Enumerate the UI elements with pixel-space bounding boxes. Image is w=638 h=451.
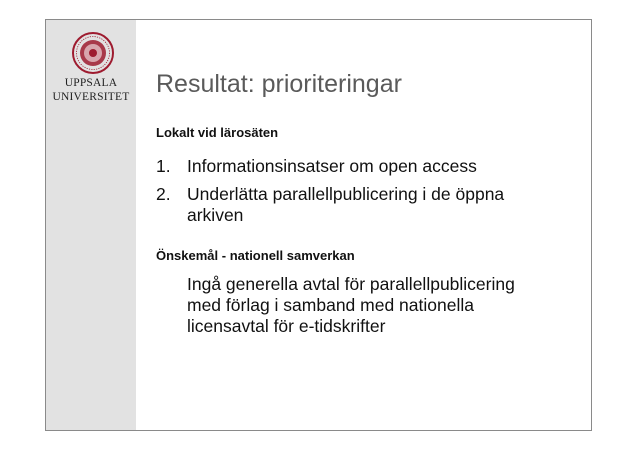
- slide: [45, 19, 592, 431]
- list-item-text: Informationsinsatser om open access: [187, 156, 477, 176]
- section-paragraph: [187, 274, 515, 337]
- list-item-text: [187, 184, 504, 226]
- university-name-line2: UNIVERSITET: [52, 91, 130, 103]
- university-name: [46, 76, 136, 104]
- university-seal-icon: [72, 32, 114, 74]
- list-item-text-line: Underlätta parallellpublicering i de öppna: [187, 184, 505, 204]
- section-heading-local: Lokalt vid lärosäten: [156, 125, 279, 140]
- list-item-text-line: arkiven: [187, 205, 244, 225]
- university-name-line1: UPPSALA: [64, 77, 118, 89]
- sidebar: [46, 20, 136, 430]
- paragraph-line: Ingå generella avtal för parallellpublicering: [187, 274, 515, 294]
- list-item-number: 2.: [156, 184, 171, 204]
- paragraph-line: med förlag i samband med nationella: [187, 295, 474, 315]
- paragraph-line: licensavtal för e-tidskrifter: [187, 316, 386, 336]
- list-item-number: 1.: [156, 156, 171, 176]
- slide-title: Resultat: prioriteringar: [156, 70, 402, 98]
- section-heading-national: Önskemål - nationell samverkan: [156, 248, 355, 263]
